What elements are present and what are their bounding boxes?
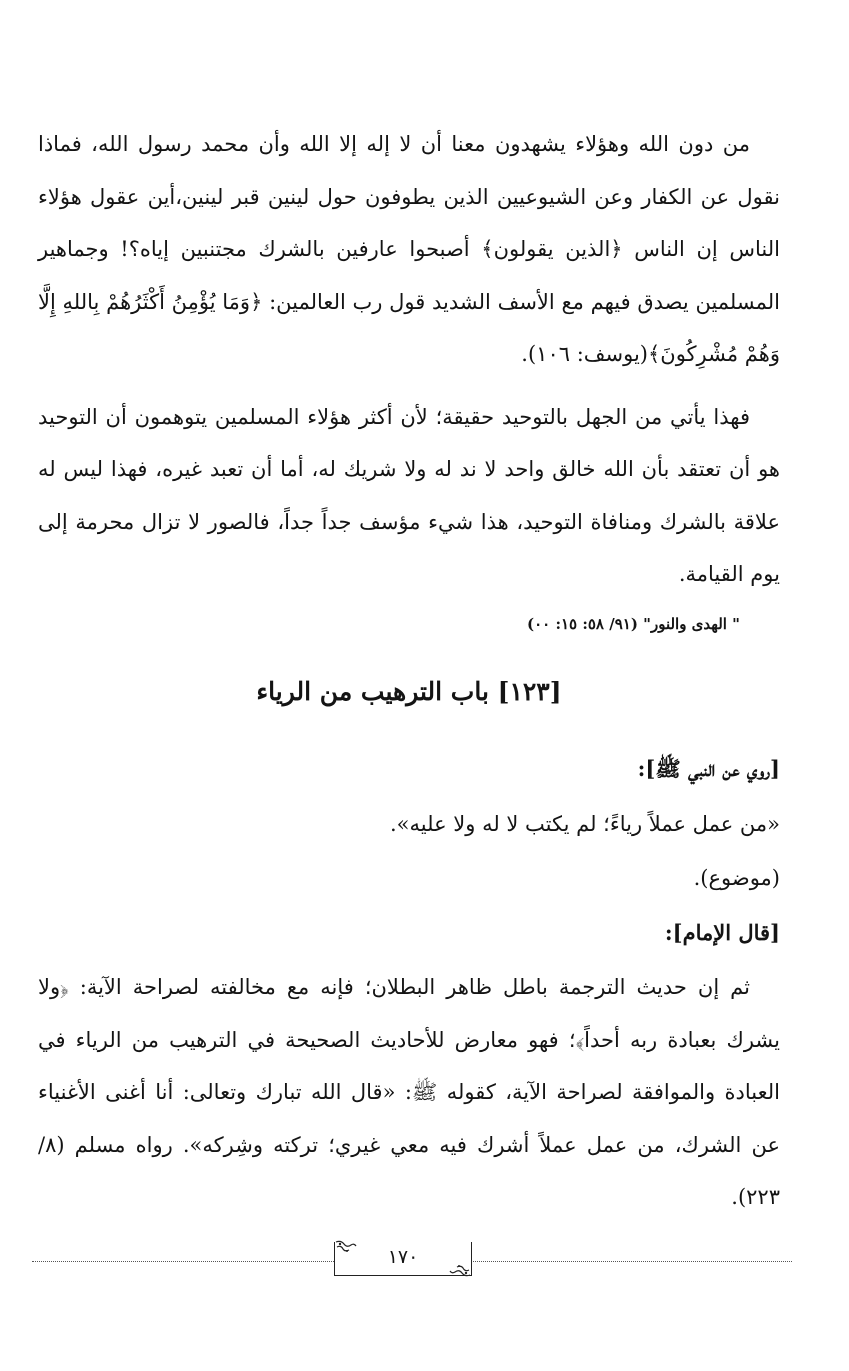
- imam-label: [قال الإمام]:: [664, 919, 780, 945]
- corner-ornament-icon: [449, 1263, 471, 1277]
- page-footer: [32, 1240, 792, 1280]
- source-citation: " الهدى والنور" (٩١/ ٥٨: ١٥: ٠٠): [526, 614, 740, 633]
- imam-commentary: ثم إن حديث الترجمة باطل ظاهر البطلان؛ فإنه مع مخالفته لصراحة الآية: ﴿ولا يشرك بعبادة ربه أحداً﴾؛ فهو معارض للأحاديث الصحيحة في الترهيب من الرياء في العبادة والموافقة لصراحة الآية، كقوله ﷺ: «قال الله تبارك وتعالى: أنا أغنى الأغنياء عن الشرك، من عمل عملاً أشرك فيه معي غيري؛ تركته وشِركه». رواه مسلم (٨/ ٢٢٣).: [38, 975, 780, 1210]
- body-paragraph-1: من دون الله وهؤلاء يشهدون معنا أن لا إله إلا الله وأن محمد رسول الله، فماذا نقول عن الكفار وعن الشيوعيين الذين يطوفون حول لينين قبر لينين،أين عقول هؤلاء الناس إن الناس ﴿الذين يقولون﴾ أصبحوا عارفين بالشرك مجتنبين إياه؟! وجماهير المسلمين يصدق فيهم مع الأسف الشديد قول رب العالمين: ﴿وَمَا يُؤْمِنُ أَكْثَرُهُمْ بِاللهِ إِلَّا وَهُمْ مُشْرِكُونَ﴾(يوسف: ١٠٦).: [38, 132, 780, 366]
- page-body: [38, 118, 780, 1224]
- body-paragraph-2: فهذا يأتي من الجهل بالتوحيد حقيقة؛ لأن أكثر هؤلاء المسلمين يتوهمون أن التوحيد هو أن تعتقد بأن الله خالق واحد لا ند له ولا شريك له، أما أن تعبد غيره، فهذا ليس له علاقة بالشرك ومنافاة التوحيد، هذا شيء مؤسف جداً جداً، فالصور لا تزال محرمة إلى يوم القيامة.: [38, 404, 780, 586]
- chapter-heading: [١٢٣] باب الترهيب من الرياء: [256, 676, 562, 706]
- narration-label: [روي عن النبي ﷺ]:: [637, 756, 780, 782]
- page-number-frame: [334, 1242, 472, 1276]
- page-number: ١٧٠: [387, 1246, 419, 1268]
- hadith-grade: (موضوع).: [693, 866, 780, 891]
- hadith-text: «من عمل عملاً رياءً؛ لم يكتب لا له ولا عليه».: [390, 811, 780, 836]
